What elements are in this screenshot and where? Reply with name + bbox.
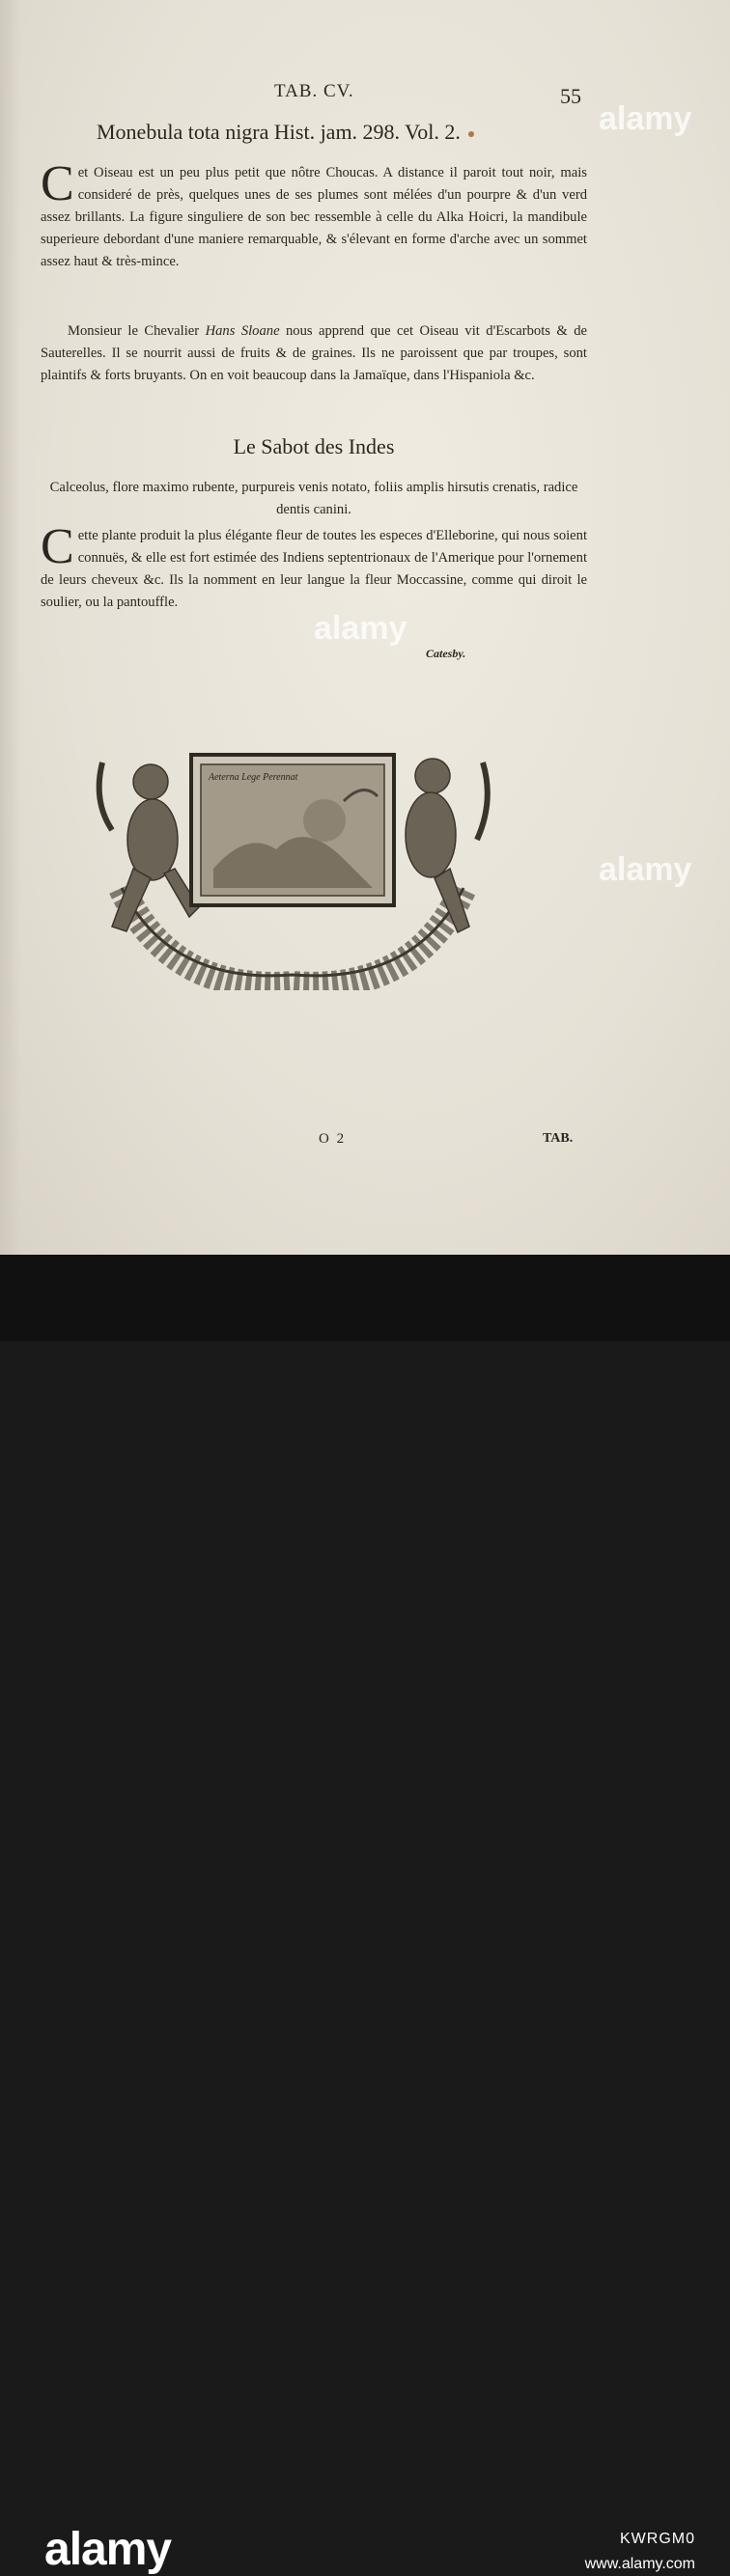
species-title-text: Monebula tota nigra Hist. jam. 298. Vol. 2. [97, 120, 461, 144]
site-url[interactable]: www.alamy.com [584, 2556, 695, 2572]
signature-mark: O 2 [319, 1131, 347, 1147]
latin-plant-name: Calceolus, flore maximo rubente, purpureis venis notato, foliis amplis hirsutis crenatis, radice dentis canini. [49, 480, 578, 517]
drop-cap: C [41, 156, 74, 211]
section-heading: Le Sabot des Indes [233, 434, 395, 458]
drop-cap: C [41, 519, 74, 574]
author-signature: Catesby. [426, 647, 466, 660]
paragraph-text: et Oiseau est un peu plus petit que nôtre Choucas. A distance il paroit tout noir, mais consideré de près, quelques unes de ses plumes sont mélées d'un pourpre & d'un verd assez brillants. La figure singuliere de son bec ressemble à celle du Alka Hoicri, la mandibule superieure debordant d'une maniere remarquable, & s'élevant en forme d'arche avec un sommet assez haut & très-mince. [41, 165, 587, 269]
watermark-text: alamy [314, 610, 407, 647]
left-cherub-figure [99, 762, 199, 931]
paragraph-text-start: Monsieur le Chevalier [68, 323, 206, 339]
species-title [97, 120, 474, 145]
paragraph-text: ette plante produit la plus élégante fleur de toutes les especes d'Elleborine, qui nous soient connuës, & elle est fort estimée des Indiens septentrionaux de l'Amerique pour l'ornement de leurs cheveux &c. Ils la nomment en leur langue la fleur Moccassine, comme qui diroit le soulier, ou la pantouffle. [41, 528, 587, 610]
plate-label: TAB. CV. [274, 81, 354, 101]
watermark-text: alamy [599, 100, 692, 137]
ink-spot [468, 131, 474, 137]
paragraph-bird-description [41, 156, 587, 273]
catchword: TAB. [543, 1131, 574, 1146]
image-id: KWRGM0 [620, 2531, 695, 2547]
person-name: Hans Sloane [205, 323, 280, 339]
paragraph-plant-description [41, 519, 587, 614]
stock-photo-banner [0, 1255, 730, 2575]
paragraph-sloane [41, 320, 587, 387]
vignette-motto: Aeterna Lege Perennat [209, 772, 298, 783]
paragraph-text-end: nous apprend que cet Oiseau vit d'Escarbots & de Sauterelles. Il se nourrit aussi de fruits & de graines. Ils ne paroissent que par troupes, sont plaintifs & forts bruyants. On en voit beaucoup dans la Jamaïque, dans l'Hispaniola &c. [41, 323, 587, 383]
watermark-text: alamy [599, 851, 692, 888]
right-cherub-figure [406, 759, 488, 932]
engraved-vignette [83, 743, 502, 990]
page-number: 55 [560, 84, 581, 108]
book-page [0, 0, 730, 1255]
alamy-logo: alamy [44, 2524, 172, 2575]
